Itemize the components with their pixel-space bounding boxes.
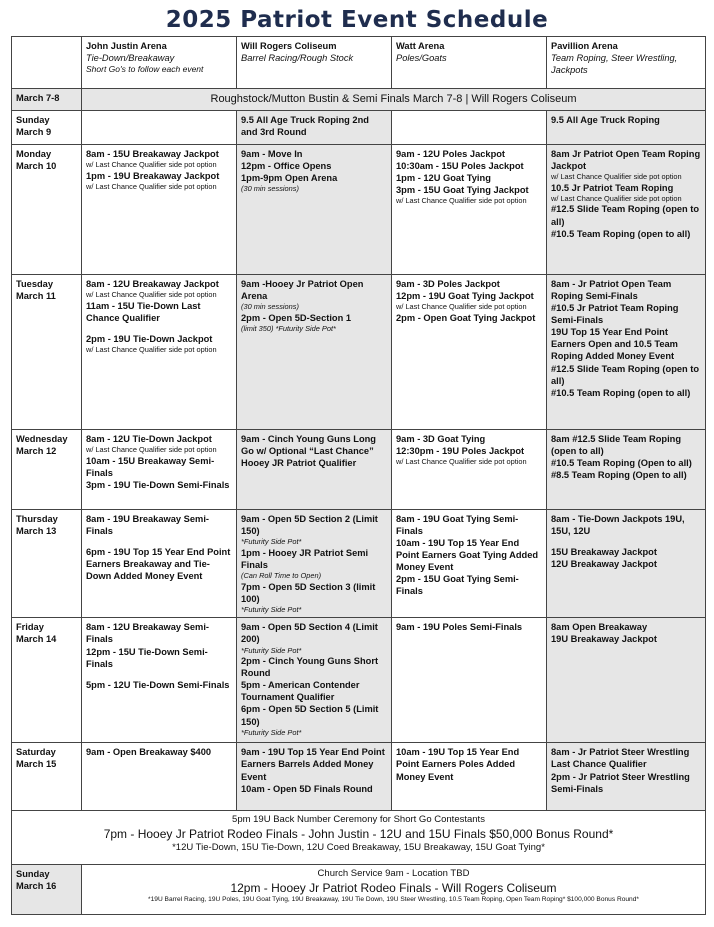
event-cell (392, 145, 547, 275)
day-label: Wednesday March 12 (12, 430, 82, 510)
event-line: w/ Last Chance Qualifier side pot option (551, 193, 682, 203)
event-line: 2pm - Open 5D-Section 1 (241, 312, 352, 323)
event-line: w/ Last Chance Qualifier side pot option (551, 172, 682, 182)
event-cell (82, 145, 237, 275)
event-line: 12pm - 19U Goat Tying Jackpot (396, 291, 534, 302)
event-cell (392, 111, 547, 145)
event-line: 9am - Open Breakaway $400 (86, 747, 212, 758)
event-cell (82, 510, 237, 618)
day-label: Saturday March 15 (12, 743, 82, 811)
event-line: 8am - 12U Breakaway Jackpot (86, 279, 219, 289)
event-line: 9am - Move In (241, 149, 303, 159)
finals-line: *12U Tie-Down, 15U Tie-Down, 12U Coed Breakaway, 15U Breakaway, 15U Goat Tying* (172, 842, 545, 854)
day-label: Friday March 14 (12, 618, 82, 743)
event-line: 9am - Cinch Young Guns Long Go w/ Optional “Last Chance” Hooey JR Patriot Qualifier (241, 434, 376, 469)
event-line: 10am - 19U Top 15 Year End Point Earners Poles Added Money Event (396, 747, 520, 782)
event-line: #12.5 Slide Team Roping (open to all) (551, 204, 700, 227)
event-cell (392, 743, 547, 811)
finals-line: *19U Barrel Racing, 19U Poles, 19U Goat Tying, 19U Breakaway, 19U Tie Down, 19U Steer Wrestling, 10.5 Team Roping, Open Team Roping* $100,000 Bonus Round* (148, 896, 639, 904)
event-line: w/ Last Chance Qualifier side pot option (86, 344, 217, 354)
event-line: 8am #12.5 Slide Team Roping (open to all) (551, 434, 682, 457)
event-line: 7pm - Open 5D Section 3 (limit 100) (241, 581, 376, 604)
event-line: 12pm - 15U Tie-Down Semi-Finals (86, 646, 208, 669)
schedule-row (12, 743, 706, 811)
day-label: Monday March 10 (12, 145, 82, 275)
event-line: 10:30am - 15U Poles Jackpot (396, 161, 524, 172)
event-line: 8am - 12U Tie-Down Jackpot (86, 434, 212, 444)
event-line: 8am - 19U Breakaway Semi-Finals (86, 514, 209, 537)
finals-row (12, 811, 706, 865)
column-header: Watt Arena Poles/Goats (392, 37, 547, 89)
event-line: 8am - 15U Breakaway Jackpot (86, 149, 219, 159)
event-line: 2pm - Open Goat Tying Jackpot (396, 312, 536, 323)
schedule-table (11, 36, 706, 915)
event-line: 9.5 All Age Truck Roping 2nd and 3rd Round (241, 115, 369, 138)
event-cell (547, 145, 706, 275)
day-label: March 7-8 (12, 89, 82, 111)
event-line: #10.5 Team Roping (open to all) (551, 387, 691, 398)
event-line: w/ Last Chance Qualifier side pot option (86, 160, 217, 170)
column-header: John Justin Arena Tie-Down/Breakaway Short Go's to follow each event (82, 37, 237, 89)
event-cell (392, 510, 547, 618)
column-header: Pavillion Arena Team Roping, Steer Wrestling, Jackpots (547, 37, 706, 89)
event-line: #10.5 Jr Patriot Team Roping Semi-Finals (551, 303, 679, 326)
event-cell (392, 275, 547, 430)
event-line: w/ Last Chance Qualifier side pot option (86, 445, 217, 455)
event-line: 9am - 3D Poles Jackpot (396, 279, 500, 289)
event-line: (limit 350) *Futurity Side Pot* (241, 323, 336, 333)
event-line: 19U Breakaway Jackpot (551, 634, 657, 645)
event-line: 11am - 15U Tie-Down Last Chance Qualifier (86, 300, 201, 323)
event-cell (392, 430, 547, 510)
event-cell (237, 618, 392, 743)
event-cell (82, 275, 237, 430)
day-label: Tuesday March 11 (12, 275, 82, 430)
event-line: 6pm - 19U Top 15 Year End Point Earners Breakaway and Tie-Down Added Money Event (86, 547, 231, 582)
event-cell (547, 618, 706, 743)
event-line: 9am - Open 5D Section 2 (Limit 150) (241, 514, 378, 537)
event-line: 9am - 19U Top 15 Year End Point Earners Barrels Added Money Event (241, 747, 385, 782)
finals-block (12, 811, 706, 865)
event-line: 9am -Hooey Jr Patriot Open Arena (241, 279, 364, 302)
event-line: 6pm - Open 5D Section 5 (Limit 150) (241, 704, 379, 727)
event-line: (30 min sessions) (241, 184, 299, 194)
event-line: 2pm - Jr Patriot Steer Wrestling Semi-Finals (551, 771, 690, 794)
event-line: 8am - Jr Patriot Steer Wrestling Last Chance Qualifier (551, 747, 690, 770)
header-row (12, 37, 706, 89)
event-line: w/ Last Chance Qualifier side pot option (396, 196, 527, 206)
event-line: 8am - Tie-Down Jackpots 19U, 15U, 12U (551, 514, 685, 537)
event-line: 2pm - 15U Goat Tying Semi-Finals (396, 574, 519, 597)
event-line: 10.5 Jr Patriot Team Roping (551, 182, 674, 193)
event-cell (82, 430, 237, 510)
header-empty (12, 37, 82, 89)
event-line: w/ Last Chance Qualifier side pot option (396, 302, 527, 312)
page-title: 2025 Patriot Event Schedule (165, 7, 549, 33)
event-cell (547, 510, 706, 618)
event-line: 19U Top 15 Year End Point Earners Open and 10.5 Team Roping Added Money Event (551, 327, 678, 362)
event-line: 10am - Open 5D Finals Round (241, 783, 373, 794)
event-cell (547, 743, 706, 811)
event-line: 12pm - Office Opens (241, 161, 332, 172)
event-line: #12.5 Slide Team Roping (open to all) (551, 363, 700, 386)
event-line: (30 min sessions) (241, 302, 299, 312)
schedule-row (12, 510, 706, 618)
spacer (551, 537, 701, 546)
event-cell (237, 510, 392, 618)
event-line: 5pm - 12U Tie-Down Semi-Finals (86, 679, 230, 690)
event-line: 9am - 19U Poles Semi-Finals (396, 622, 523, 633)
event-line: 9am - 12U Poles Jackpot (396, 149, 506, 159)
event-line: 9am - 3D Goat Tying (396, 434, 486, 444)
event-line: 8am - 19U Goat Tying Semi-Finals (396, 514, 519, 537)
event-line: 5pm - American Contender Tournament Qualifier (241, 680, 360, 703)
schedule-row (12, 111, 706, 145)
finals-line: 7pm - Hooey Jr Patriot Rodeo Finals - John Justin - 12U and 15U Finals $50,000 Bonus Round* (103, 826, 614, 841)
event-line: 9am - Open 5D Section 4 (Limit 200) (241, 622, 378, 645)
event-line: w/ Last Chance Qualifier side pot option (396, 457, 527, 467)
event-cell (237, 275, 392, 430)
spacer (86, 537, 232, 546)
event-line: w/ Last Chance Qualifier side pot option (86, 181, 217, 191)
event-line: #10.5 Team Roping (Open to all) (551, 458, 692, 469)
schedule-row (12, 618, 706, 743)
event-cell (547, 275, 706, 430)
event-line: *Futurity Side Pot* (241, 727, 302, 737)
day-label: Sunday March 16 (12, 865, 82, 915)
schedule-row (12, 430, 706, 510)
event-line: #10.5 Team Roping (open to all) (551, 228, 691, 239)
event-line: 2pm - 19U Tie-Down Jackpot (86, 333, 213, 344)
finals-line: 12pm - Hooey Jr Patriot Rodeo Finals - Will Rogers Coliseum (230, 880, 557, 895)
sunday-finals-block (82, 865, 706, 915)
roughstock-banner: Roughstock/Mutton Bustin & Semi Finals March 7-8 | Will Rogers Coliseum (82, 89, 706, 111)
march-7-8-row (12, 89, 706, 111)
event-line: *Futurity Side Pot* (241, 645, 302, 655)
finals-line: 5pm 19U Back Number Ceremony for Short Go Contestants (232, 814, 485, 826)
event-cell (82, 111, 237, 145)
event-cell (82, 618, 237, 743)
sunday-finals-row (12, 865, 706, 915)
finals-line: Church Service 9am - Location TBD (317, 868, 470, 880)
event-line: (Can Roll Time to Open) (241, 570, 322, 580)
column-header: Will Rogers Coliseum Barrel Racing/Rough Stock (237, 37, 392, 89)
event-line: 8am - 12U Breakaway Semi-Finals (86, 622, 209, 645)
day-label: Thursday March 13 (12, 510, 82, 618)
event-cell (237, 743, 392, 811)
event-line: 12U Breakaway Jackpot (551, 559, 657, 570)
spacer (86, 324, 232, 333)
event-line: 2pm - Cinch Young Guns Short Round (241, 656, 379, 679)
event-line: 1pm - Hooey JR Patriot Semi Finals (241, 547, 369, 570)
event-line: 10am - 19U Top 15 Year End Point Earners Goat Tying Added Money Event (396, 538, 539, 573)
event-line: *Futurity Side Pot* (241, 537, 302, 547)
event-line: 8am - Jr Patriot Open Team Roping Semi-Finals (551, 279, 672, 302)
schedule-row (12, 275, 706, 430)
event-line: 1pm - 19U Breakaway Jackpot (86, 170, 220, 181)
event-line: 1pm - 12U Goat Tying (396, 173, 491, 184)
event-cell (547, 111, 706, 145)
schedule-row (12, 145, 706, 275)
event-line: w/ Last Chance Qualifier side pot option (86, 290, 217, 300)
event-line: 8am Jr Patriot Open Team Roping Jackpot (551, 149, 701, 172)
event-cell (82, 743, 237, 811)
event-line: *Futurity Side Pot* (241, 604, 302, 614)
event-line: 8am Open Breakaway (551, 622, 648, 633)
event-cell (392, 618, 547, 743)
event-line: 10am - 15U Breakaway Semi-Finals (86, 455, 215, 478)
event-cell (547, 430, 706, 510)
event-line: 12:30pm - 19U Poles Jackpot (396, 446, 525, 457)
event-line: #8.5 Team Roping (Open to all) (551, 470, 687, 481)
spacer (86, 670, 232, 679)
event-line: 9.5 All Age Truck Roping (551, 115, 660, 125)
day-label: Sunday March 9 (12, 111, 82, 145)
event-line: 1pm-9pm Open Arena (241, 173, 338, 184)
event-cell (237, 111, 392, 145)
event-cell (237, 145, 392, 275)
event-line: 3pm - 19U Tie-Down Semi-Finals (86, 479, 230, 490)
event-line: 3pm - 15U Goat Tying Jackpot (396, 185, 529, 196)
event-cell (237, 430, 392, 510)
event-line: 15U Breakaway Jackpot (551, 547, 657, 558)
